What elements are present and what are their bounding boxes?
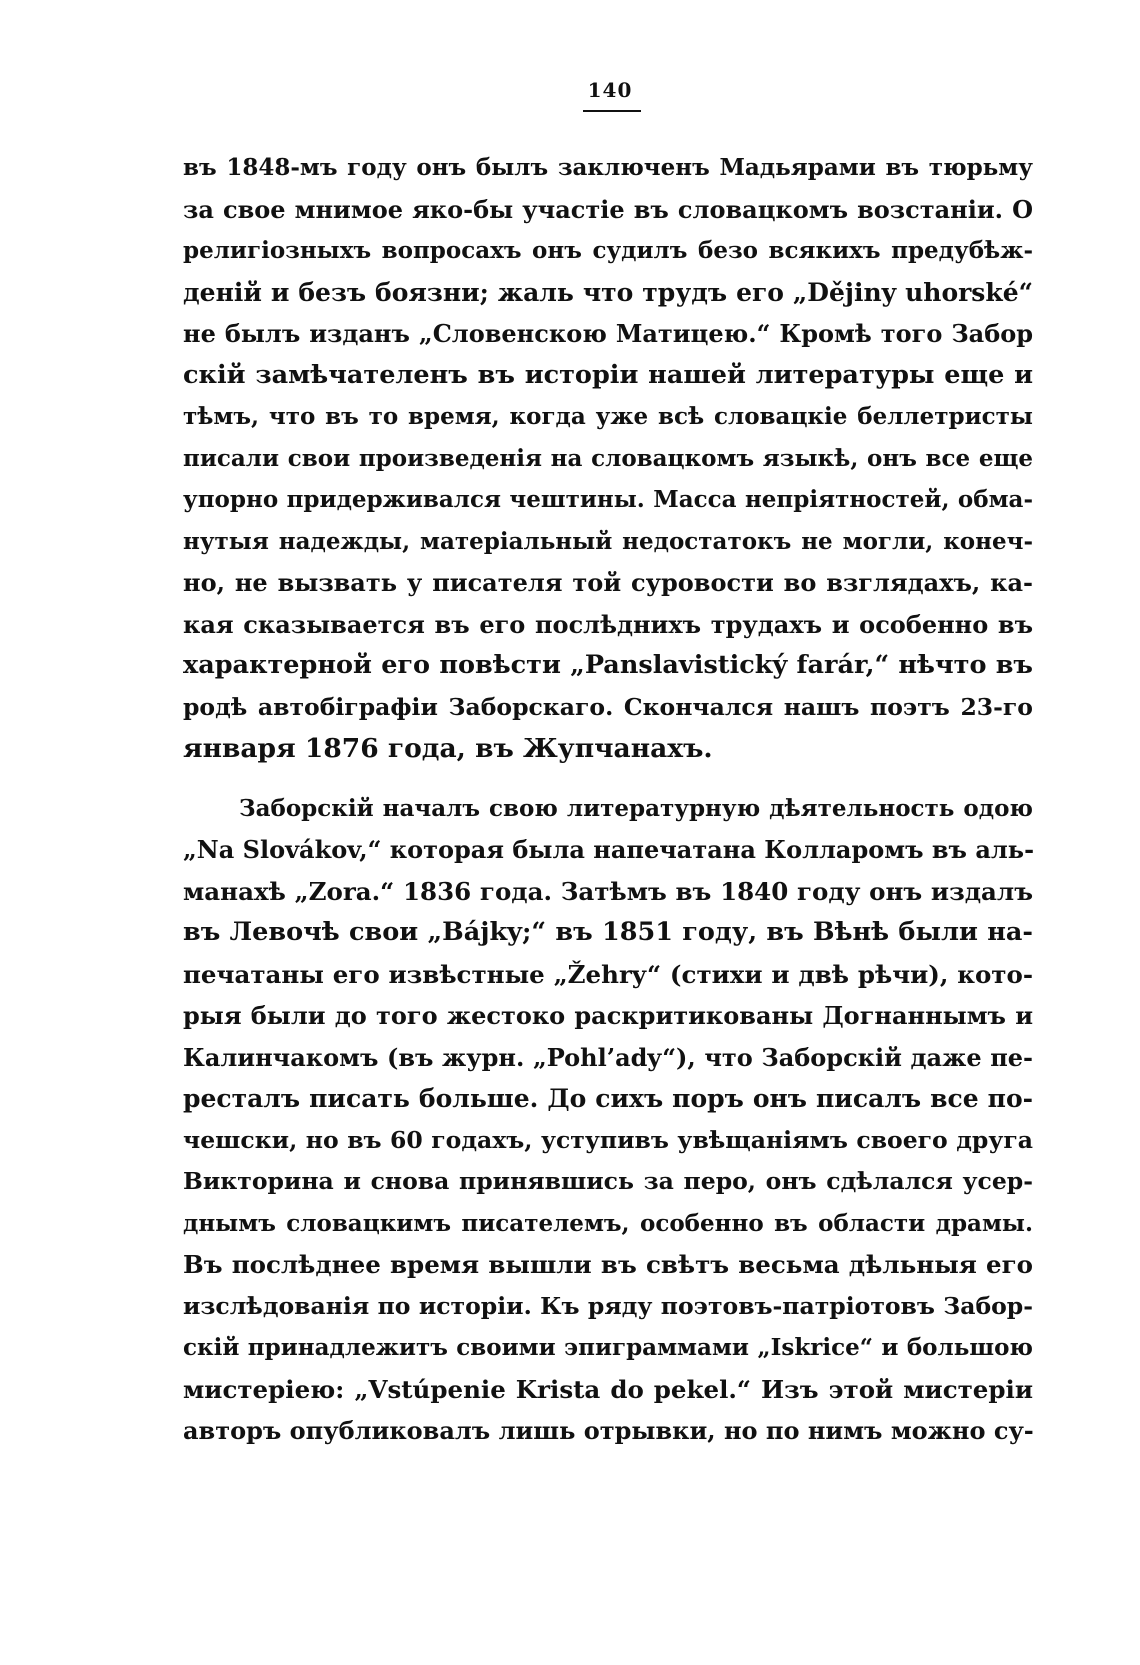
text-line: скій принадлежитъ своими эпиграммами „Iskrice“ и большою (183, 1334, 1033, 1361)
paragraph-1 (183, 147, 1033, 770)
text-line: религіозныхъ вопросахъ онъ судилъ безо всякихъ предубѣж- (183, 237, 1033, 264)
text-line: Викторина и снова принявшись за перо, онъ сдѣлался усер- (183, 1167, 1033, 1195)
text-line: Въ послѣднее время вышли въ свѣтъ весьма дѣльныя его (183, 1250, 1033, 1279)
page-number-rule (583, 110, 641, 112)
text-line: „Na Slovákov,“ которая была напечатана Колларомъ въ аль- (183, 835, 1035, 864)
text-line: печатаны его извѣстные „Žehry“ (стихи и двѣ рѣчи), кото- (183, 959, 1033, 989)
text-line: чешски, но въ 60 годахъ, уступивъ увѣщаніямъ своего друга (183, 1125, 1033, 1154)
text-line: не былъ изданъ „Словенскою Матицею.“ Кромѣ того Забор (183, 319, 1033, 348)
text-line: въ Левочѣ свои „Bájky;“ въ 1851 году, въ Вѣнѣ были на- (183, 917, 1033, 947)
text-line: ресталъ писать больше. До сихъ поръ онъ писалъ все по- (183, 1084, 1033, 1113)
text-line: Заборскій началъ свою литературную дѣятельность одою (239, 794, 1033, 822)
page-number: 140 (587, 78, 633, 102)
text-line: нутыя надежды, матеріальный недостатокъ не могли, конеч- (183, 527, 1033, 555)
text-line: но, не вызвать у писателя той суровости во взглядахъ, ка- (183, 568, 1033, 597)
text-line: Калинчакомъ (въ журн. „Pohl’ady“), что Заборскій даже пе- (183, 1042, 1033, 1072)
text-line: изслѣдованія по исторіи. Къ ряду поэтовъ-патріотовъ Забор- (183, 1291, 1033, 1320)
text-line: января 1876 года, въ Жупчанахъ. (183, 733, 713, 764)
body-text (183, 147, 1033, 1452)
text-line: деній и безъ боязни; жаль что трудъ его „Dějiny uhorské“ (183, 277, 1033, 307)
text-line: скій замѣчателенъ въ исторіи нашей литературы еще и (183, 359, 1033, 390)
text-line: за свое мнимое яко-бы участіе въ словацкомъ возстаніи. О (183, 194, 1033, 224)
text-line: рыя были до того жестоко раскритикованы Догнаннымъ и (183, 1001, 1033, 1030)
text-line: родѣ автобіграфіи Заборскаго. Скончался нашъ поэтъ 23-го (183, 692, 1033, 721)
text-line: манахѣ „Zora.“ 1836 года. Затѣмъ въ 1840 году онъ издалъ (183, 876, 1033, 906)
text-line: кая сказывается въ его послѣднихъ трудахъ и особенно въ (183, 609, 1033, 639)
paragraph-spacer (183, 770, 1033, 788)
text-line: авторъ опубликовалъ лишь отрывки, но по нимъ можно су- (183, 1416, 1034, 1445)
text-line: упорно придерживался чештины. Масса непріятностей, обма- (183, 486, 1033, 513)
text-line: въ 1848-мъ году онъ былъ заключенъ Мадьярами въ тюрьму (183, 154, 1033, 181)
text-line: характерной его повѣсти „Panslavistický farár,“ нѣчто въ (183, 650, 1033, 680)
text-line: днымъ словацкимъ писателемъ, особенно въ области драмы. (183, 1209, 1033, 1237)
paragraph-2 (183, 788, 1033, 1452)
text-line: мистеріею: „Vstúpenie Krista do pekel.“ Изъ этой мистеріи (183, 1374, 1033, 1404)
text-line: писали свои произведенія на словацкомъ языкѣ, онъ все еще (183, 444, 1033, 472)
text-line: тѣмъ, что въ то время, когда уже всѣ словацкіе беллетристы (183, 403, 1033, 430)
